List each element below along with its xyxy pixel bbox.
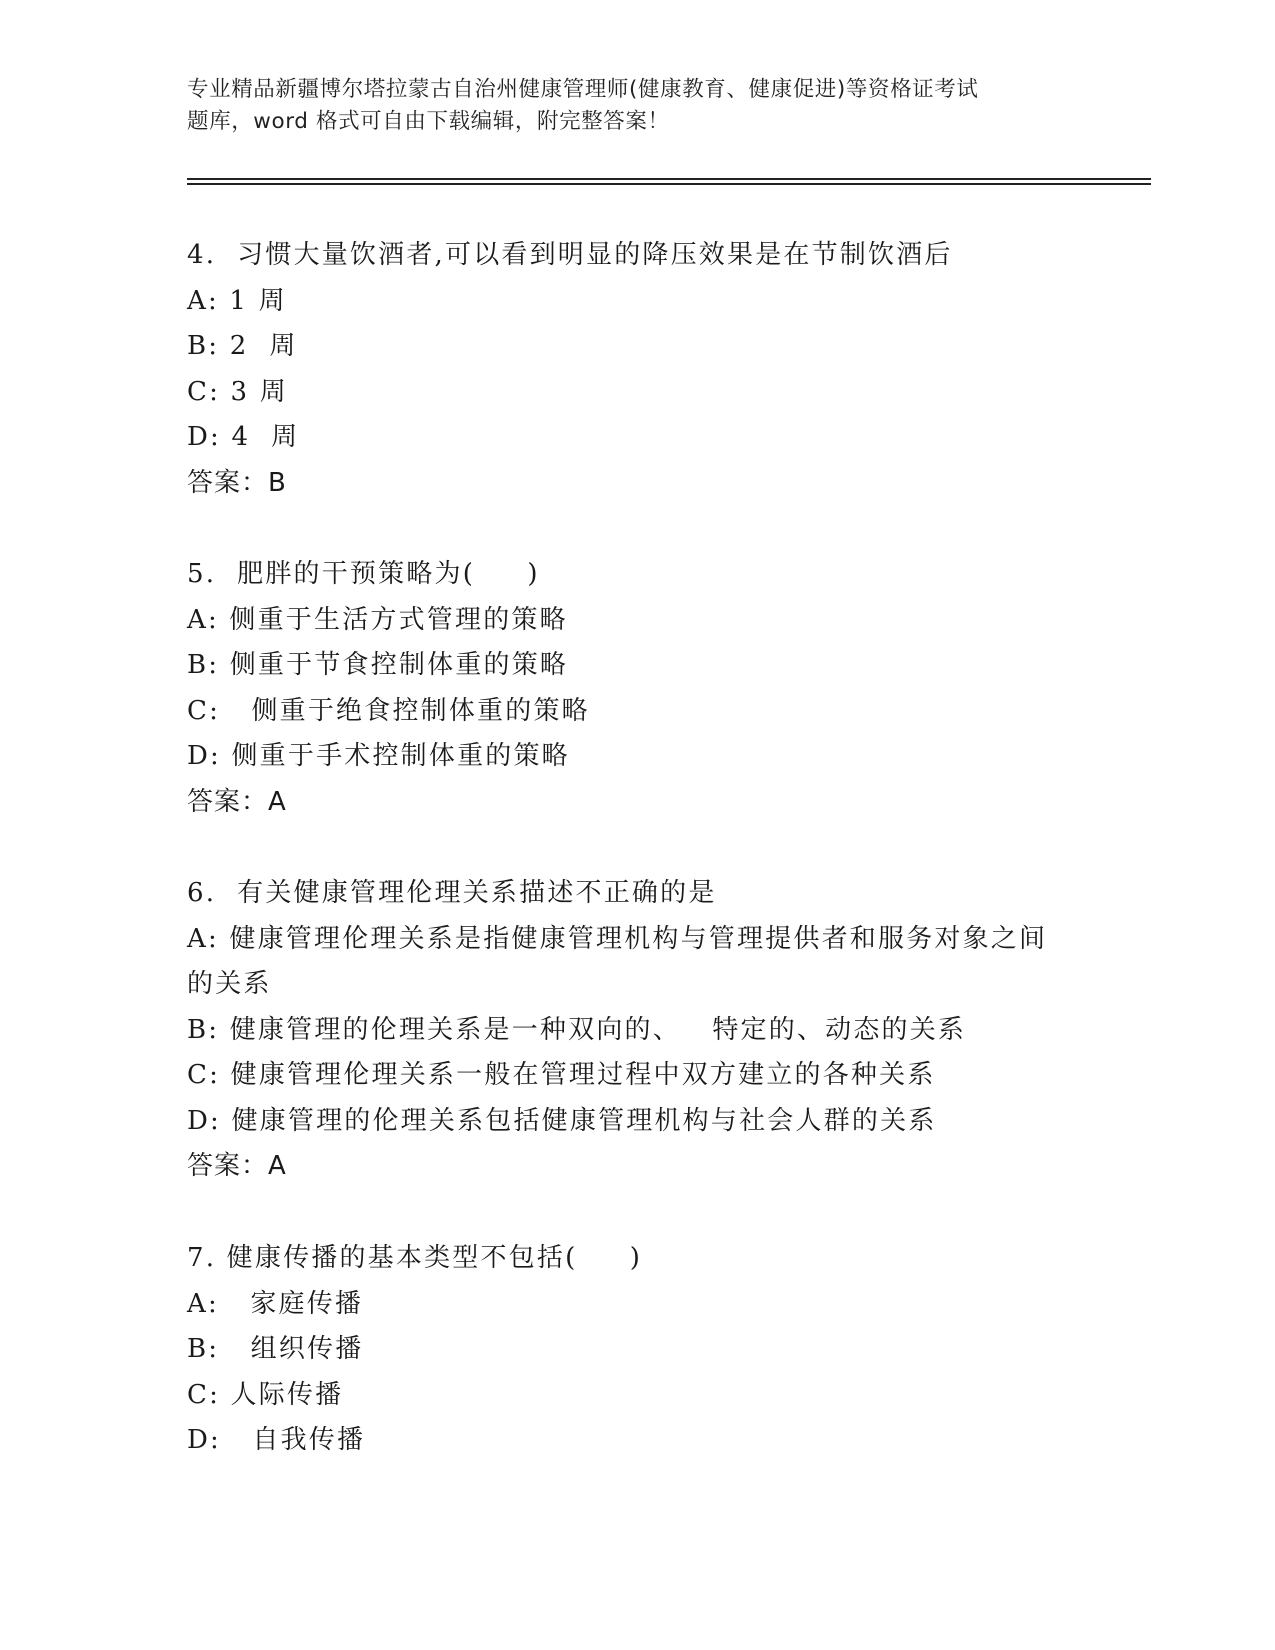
header-line-1: 专业精品新疆博尔塔拉蒙古自治州健康管理师(健康教育、健康促进)等资格证考试 [187,77,979,102]
option-b: B: 健康管理的伦理关系是一种双向的、 特定的、动态的关系 [187,1014,967,1045]
question-4 [187,233,1087,506]
option-c: C: 侧重于绝食控制体重的策略 [187,695,590,726]
document-header [187,74,1087,138]
option-d: D: 侧重于手术控制体重的策略 [187,741,570,771]
option-b: B: 组织传播 [187,1334,364,1364]
header-line-2: 题库，word 格式可自由下载编辑，附完整答案！ [187,109,670,134]
question-stem: 6. 有关健康管理伦理关系描述不正确的是 [187,878,717,908]
option-a: A: 家庭传播 [187,1288,364,1319]
option-d: D: 健康管理的伦理关系包括健康管理机构与社会人群的关系 [187,1105,937,1136]
answer: 答案：B [187,467,287,498]
option-d: D: 4 周 [187,422,300,452]
option-b: B: 侧重于节食控制体重的策略 [187,650,569,680]
question-stem: 7. 健康传播的基本类型不包括( ) [187,1243,643,1273]
option-c: C: 3 周 [187,376,288,407]
question-stem: 5. 肥胖的干预策略为( ) [187,559,540,589]
option-c: C: 人际传播 [187,1379,344,1410]
option-a: A: 侧重于生活方式管理的策略 [187,604,568,635]
header-divider-bottom [187,183,1151,185]
option-a-continued: 的关系 [187,969,272,999]
answer: 答案：A [187,786,287,817]
answer: 答案：A [187,1151,287,1181]
option-a: A: 1 周 [187,285,287,316]
question-5 [187,552,1087,825]
option-c: C: 健康管理伦理关系一般在管理过程中双方建立的各种关系 [187,1060,936,1090]
question-7 [187,1236,1087,1464]
question-stem: 4. 习惯大量饮酒者,可以看到明显的降压效果是在节制饮酒后 [187,240,953,270]
option-d: D: 自我传播 [187,1425,366,1455]
question-6 [187,871,1087,1190]
header-divider-top [187,178,1151,180]
option-b: B: 2 周 [187,331,298,361]
option-a: A: 健康管理伦理关系是指健康管理机构与管理提供者和服务对象之间 [187,923,1048,954]
